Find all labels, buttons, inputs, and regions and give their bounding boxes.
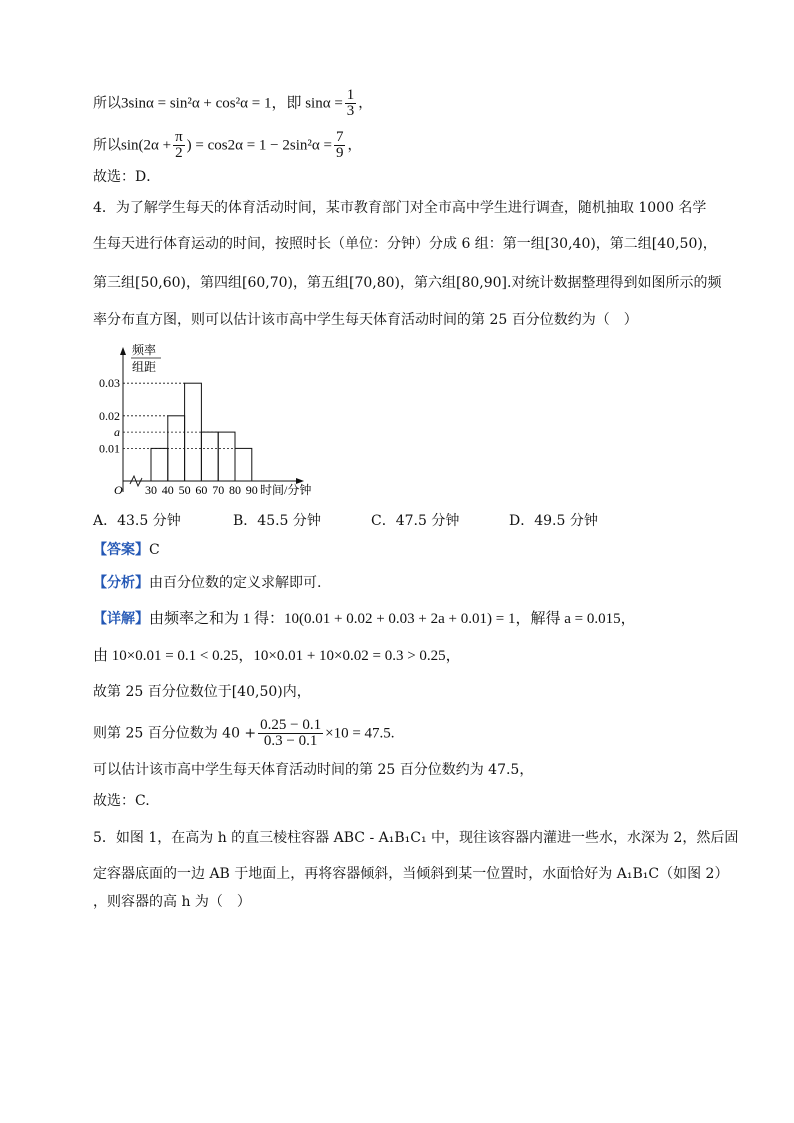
answer-value: C	[149, 542, 160, 558]
x-tick-label: 50	[178, 483, 191, 497]
detail-line-6: 故选：C.	[93, 793, 150, 809]
fraction-denominator: 9	[335, 145, 344, 161]
histogram-bar	[218, 432, 235, 481]
q5-line-2: 定容器底面的一边 AB 于地面上，再将容器倾斜，当倾斜到某一位置时，水面恰好为 A₁B₁C（如图 2）	[93, 866, 729, 882]
prev-line-1-text: 所以	[93, 95, 121, 112]
y-tick-label: 0.01	[99, 441, 120, 456]
detail-line-2: 由 10×0.01 = 0.1 < 0.25，10×0.01 + 10×0.02 = 0.3 > 0.25，	[93, 648, 461, 664]
x-tick-label: 90	[245, 483, 258, 497]
q4-line-4: 率分布直方图，则可以估计该市高中学生每天体育活动时间的第 25 百分位数约为（ ）	[93, 312, 638, 328]
fraction-numerator: 0.25 − 0.1	[260, 717, 322, 733]
y-tick-label: 0.03	[99, 376, 120, 391]
q4-line-1: 4．为了解学生每天的体育活动时间，某市教育部门对全市高中学生进行调查，随机抽取 1000 名学	[93, 200, 707, 216]
detail-1-text: 由频率之和为 1 得：10(0.01 + 0.02 + 0.03 + 2a + 0.01) = 1，解得 a = 0.015，	[149, 611, 636, 627]
fraction-numerator: 7	[335, 129, 344, 145]
fraction-denominator: 3	[346, 103, 355, 119]
ylabel-top: 频率	[132, 343, 157, 357]
option-c[interactable]: C．47.5 分钟	[371, 513, 460, 529]
prev-line-2	[93, 130, 361, 161]
detail-line-5: 可以估计该市高中学生每天体育活动时间的第 25 百分位数约为 47.5，	[93, 762, 534, 778]
y-axis-arrow	[120, 347, 126, 355]
prev-line-1-tail: ，	[358, 95, 373, 112]
frequency-histogram	[92, 340, 332, 500]
q4-options	[93, 510, 713, 530]
option-a[interactable]: A．43.5 分钟	[93, 513, 181, 529]
q5-line-3: ，则容器的高 h 为（ ）	[93, 894, 251, 910]
fraction-numerator: 1	[346, 87, 355, 103]
origin-label: O	[114, 483, 123, 497]
prev-line-2-text: 所以	[93, 137, 121, 154]
prev-line-2-math-a: sin(2α +	[121, 137, 172, 154]
answer-line	[93, 540, 160, 560]
q4-line-2: 生每天进行体育运动的时间，按照时长（单位：分钟）分成 6 组：第一组[30,40)，第二组[40,50)，	[93, 236, 717, 252]
detail-4-fraction	[258, 718, 323, 749]
detail-4-pre: 则第 25 百分位数为 40 +	[93, 725, 257, 742]
detail-tag: 【详解】	[93, 611, 149, 627]
x-tick-label: 30	[145, 483, 157, 497]
histogram-bar	[235, 448, 252, 481]
prev-line-2-math-b: ) = cos2α = 1 − 2sin²α =	[186, 137, 332, 154]
detail-line-4	[93, 718, 395, 749]
q5-line-1: 5．如图 1，在高为 h 的直三棱柱容器 ABC - A₁B₁C₁ 中，现往该容器内灌进一些水，水深为 2，然后固	[93, 830, 739, 846]
prev-choice: 故选：D．	[93, 169, 161, 185]
prev-line-1-fraction	[345, 88, 357, 119]
q4-line-3: 第三组[50,60)，第四组[60,70)，第五组[70,80)，第六组[80,90].对统计数据整理得到如图所示的频	[93, 275, 722, 291]
prev-line-2-tail: ，	[347, 137, 362, 154]
detail-line-3: 故第 25 百分位数位于[40,50)内，	[93, 684, 311, 700]
analysis-line	[93, 573, 321, 593]
xlabel: 时间/分钟	[260, 483, 312, 497]
x-tick-label: 80	[229, 483, 241, 497]
analysis-text: 由百分位数的定义求解即可.	[149, 575, 322, 591]
x-tick-label: 70	[212, 483, 225, 497]
fraction-denominator: 0.3 − 0.1	[263, 733, 318, 749]
fraction-denominator: 2	[175, 145, 183, 161]
option-b[interactable]: B．45.5 分钟	[233, 513, 321, 529]
fraction-numerator: π	[175, 129, 183, 145]
y-tick-label: 0.02	[99, 408, 120, 423]
detail-line-1	[93, 609, 636, 629]
answer-tag: 【答案】	[93, 542, 149, 558]
pi-over-2-fraction	[173, 130, 185, 161]
option-d[interactable]: D．49.5 分钟	[509, 513, 598, 529]
analysis-tag: 【分析】	[93, 575, 149, 591]
x-tick-label: 60	[195, 483, 208, 497]
prev-line-1	[93, 88, 372, 119]
prev-line-1-math: 3sinα = sin²α + cos²α = 1，即 sinα =	[121, 95, 343, 112]
y-tick-label: a	[114, 425, 120, 440]
detail-4-post: ×10 = 47.5.	[325, 725, 395, 742]
ylabel-bottom: 组距	[132, 360, 157, 374]
axis-break-mark	[130, 476, 142, 486]
histogram-bar	[201, 432, 218, 481]
prev-line-2-fraction	[334, 130, 346, 161]
x-tick-label: 40	[161, 483, 174, 497]
histogram-bar	[151, 448, 168, 481]
